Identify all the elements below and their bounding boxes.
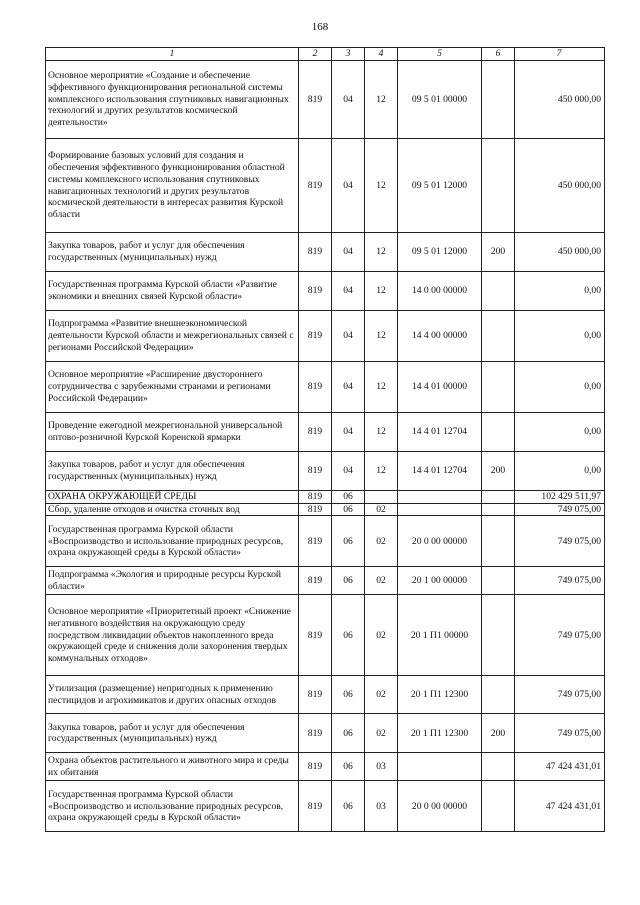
expense-type-cell	[482, 139, 515, 233]
grbs-cell: 819	[299, 362, 332, 413]
amount-cell: 102 429 511,97	[515, 491, 605, 504]
amount-cell: 0,00	[515, 413, 605, 452]
amount-cell: 749 075,00	[515, 595, 605, 676]
section-cell: 04	[332, 311, 365, 362]
subsection-cell: 03	[365, 781, 398, 832]
expense-type-cell: 200	[482, 452, 515, 491]
target-article-cell: 20 1 00 00000	[398, 567, 482, 595]
subsection-cell: 12	[365, 233, 398, 272]
target-article-cell: 09 5 01 12000	[398, 139, 482, 233]
expense-type-cell	[482, 311, 515, 362]
table-row	[46, 311, 605, 362]
amount-cell: 749 075,00	[515, 503, 605, 516]
row-name-cell: ОХРАНА ОКРУЖАЮЩЕЙ СРЕДЫ	[46, 491, 299, 504]
target-article-cell: 20 0 00 00000	[398, 781, 482, 832]
row-name-cell: Охрана объектов растительного и животного мира и среды их обитания	[46, 753, 299, 781]
section-cell: 06	[332, 753, 365, 781]
header-cell: 1	[46, 48, 299, 61]
section-cell: 04	[332, 452, 365, 491]
table-row	[46, 595, 605, 676]
amount-cell: 47 424 431,01	[515, 781, 605, 832]
target-article-cell: 20 1 П1 00000	[398, 595, 482, 676]
target-article-cell: 14 4 01 12704	[398, 413, 482, 452]
grbs-cell: 819	[299, 714, 332, 753]
section-cell: 06	[332, 676, 365, 714]
page-number: 168	[311, 21, 329, 33]
expense-type-cell	[482, 516, 515, 567]
row-name-cell: Основное мероприятие «Приоритетный проект «Снижение негативного воздействия на окружающую среду посредством ликвидации объектов накопленного вреда окружающей среде и снижения доли захоронения твердых коммунальных отходов»	[46, 595, 299, 676]
subsection-cell: 02	[365, 714, 398, 753]
amount-cell: 749 075,00	[515, 516, 605, 567]
grbs-cell: 819	[299, 503, 332, 516]
row-name-cell: Государственная программа Курской области «Воспроизводство и использование природных ресурсов, охрана окружающей среды в Курской области»	[46, 516, 299, 567]
expense-type-cell	[482, 676, 515, 714]
target-article-cell	[398, 753, 482, 781]
table-row	[46, 61, 605, 139]
header-cell: 4	[365, 48, 398, 61]
expense-type-cell	[482, 567, 515, 595]
target-article-cell: 14 0 00 00000	[398, 272, 482, 311]
subsection-cell: 12	[365, 362, 398, 413]
row-name-cell: Сбор, удаление отходов и очистка сточных вод	[46, 503, 299, 516]
header-cell: 3	[332, 48, 365, 61]
row-name-cell: Основное мероприятие «Расширение двустороннего сотрудничества с зарубежными странами и регионами Российской Федерации»	[46, 362, 299, 413]
subsection-cell: 12	[365, 139, 398, 233]
table-row	[46, 516, 605, 567]
section-cell: 04	[332, 139, 365, 233]
section-cell: 06	[332, 781, 365, 832]
section-cell: 04	[332, 61, 365, 139]
subsection-cell: 12	[365, 413, 398, 452]
row-name-cell: Формирование базовых условий для создания и обеспечения эффективного функционирования областной системы комплексного использования спутниковых навигационных технологий и других результатов космической деятельности в интересах развития Курской области	[46, 139, 299, 233]
grbs-cell: 819	[299, 311, 332, 362]
grbs-cell: 819	[299, 781, 332, 832]
grbs-cell: 819	[299, 491, 332, 504]
row-name-cell: Закупка товаров, работ и услуг для обеспечения государственных (муниципальных) нужд	[46, 233, 299, 272]
amount-cell: 0,00	[515, 272, 605, 311]
grbs-cell: 819	[299, 676, 332, 714]
expense-type-cell: 200	[482, 233, 515, 272]
amount-cell: 0,00	[515, 311, 605, 362]
expense-type-cell	[482, 413, 515, 452]
section-cell: 06	[332, 503, 365, 516]
section-cell: 06	[332, 516, 365, 567]
amount-cell: 749 075,00	[515, 676, 605, 714]
target-article-cell: 14 4 01 00000	[398, 362, 482, 413]
amount-cell: 0,00	[515, 452, 605, 491]
section-cell: 06	[332, 567, 365, 595]
expense-type-cell	[482, 781, 515, 832]
row-name-cell: Утилизация (размещение) непригодных к применению пестицидов и агрохимикатов и других опасных отходов	[46, 676, 299, 714]
target-article-cell: 20 1 П1 12300	[398, 714, 482, 753]
row-name-cell: Государственная программа Курской области «Развитие экономики и внешних связей Курской области»	[46, 272, 299, 311]
table-row	[46, 753, 605, 781]
amount-cell: 749 075,00	[515, 567, 605, 595]
row-name-cell: Подпрограмма «Экология и природные ресурсы Курской области»	[46, 567, 299, 595]
row-name-cell: Основное мероприятие «Создание и обеспечение эффективного функционирования региональной системы комплексного использования спутниковых навигационных технологий и других результатов космической деятельности»	[46, 61, 299, 139]
amount-cell: 749 075,00	[515, 714, 605, 753]
table-row	[46, 491, 605, 504]
table-header-row	[46, 48, 605, 61]
row-name-cell: Проведение ежегодной межрегиональной универсальной оптово-розничной Курской Коренской ярмарки	[46, 413, 299, 452]
target-article-cell: 14 4 00 00000	[398, 311, 482, 362]
table-row	[46, 139, 605, 233]
expense-type-cell	[482, 753, 515, 781]
header-cell: 2	[299, 48, 332, 61]
target-article-cell: 20 0 00 00000	[398, 516, 482, 567]
table-row	[46, 233, 605, 272]
section-cell: 04	[332, 272, 365, 311]
grbs-cell: 819	[299, 272, 332, 311]
amount-cell: 450 000,00	[515, 139, 605, 233]
subsection-cell: 02	[365, 676, 398, 714]
subsection-cell: 12	[365, 311, 398, 362]
table-row	[46, 781, 605, 832]
subsection-cell: 02	[365, 595, 398, 676]
header-cell: 5	[398, 48, 482, 61]
subsection-cell: 02	[365, 516, 398, 567]
grbs-cell: 819	[299, 233, 332, 272]
subsection-cell: 03	[365, 753, 398, 781]
grbs-cell: 819	[299, 753, 332, 781]
subsection-cell: 02	[365, 503, 398, 516]
row-name-cell: Закупка товаров, работ и услуг для обеспечения государственных (муниципальных) нужд	[46, 452, 299, 491]
target-article-cell: 09 5 01 00000	[398, 61, 482, 139]
expense-type-cell	[482, 595, 515, 676]
table-row	[46, 452, 605, 491]
row-name-cell: Закупка товаров, работ и услуг для обеспечения государственных (муниципальных) нужд	[46, 714, 299, 753]
subsection-cell: 12	[365, 272, 398, 311]
target-article-cell	[398, 503, 482, 516]
section-cell: 06	[332, 714, 365, 753]
row-name-cell: Подпрограмма «Развитие внешнеэкономической деятельности Курской области и межрегиональных связей с регионами Российской Федерации»	[46, 311, 299, 362]
expense-type-cell	[482, 272, 515, 311]
table-row	[46, 714, 605, 753]
section-cell: 06	[332, 595, 365, 676]
section-cell: 04	[332, 362, 365, 413]
header-cell: 6	[482, 48, 515, 61]
subsection-cell: 12	[365, 452, 398, 491]
table-row	[46, 503, 605, 516]
header-cell: 7	[515, 48, 605, 61]
target-article-cell: 09 5 01 12000	[398, 233, 482, 272]
table-row	[46, 676, 605, 714]
subsection-cell: 02	[365, 567, 398, 595]
subsection-cell: 12	[365, 61, 398, 139]
expense-type-cell	[482, 362, 515, 413]
expense-type-cell	[482, 503, 515, 516]
table-row	[46, 567, 605, 595]
table-row	[46, 362, 605, 413]
table-row	[46, 272, 605, 311]
grbs-cell: 819	[299, 139, 332, 233]
target-article-cell	[398, 491, 482, 504]
target-article-cell: 20 1 П1 12300	[398, 676, 482, 714]
table-body	[46, 48, 605, 832]
amount-cell: 47 424 431,01	[515, 753, 605, 781]
grbs-cell: 819	[299, 567, 332, 595]
target-article-cell: 14 4 01 12704	[398, 452, 482, 491]
section-cell: 04	[332, 233, 365, 272]
table-row	[46, 413, 605, 452]
amount-cell: 450 000,00	[515, 61, 605, 139]
subsection-cell	[365, 491, 398, 504]
row-name-cell: Государственная программа Курской области «Воспроизводство и использование природных ресурсов, охрана окружающей среды в Курской области»	[46, 781, 299, 832]
amount-cell: 450 000,00	[515, 233, 605, 272]
grbs-cell: 819	[299, 595, 332, 676]
grbs-cell: 819	[299, 452, 332, 491]
section-cell: 06	[332, 491, 365, 504]
grbs-cell: 819	[299, 516, 332, 567]
budget-table	[45, 47, 605, 832]
expense-type-cell: 200	[482, 714, 515, 753]
grbs-cell: 819	[299, 61, 332, 139]
expense-type-cell	[482, 491, 515, 504]
expense-type-cell	[482, 61, 515, 139]
grbs-cell: 819	[299, 413, 332, 452]
amount-cell: 0,00	[515, 362, 605, 413]
section-cell: 04	[332, 413, 365, 452]
